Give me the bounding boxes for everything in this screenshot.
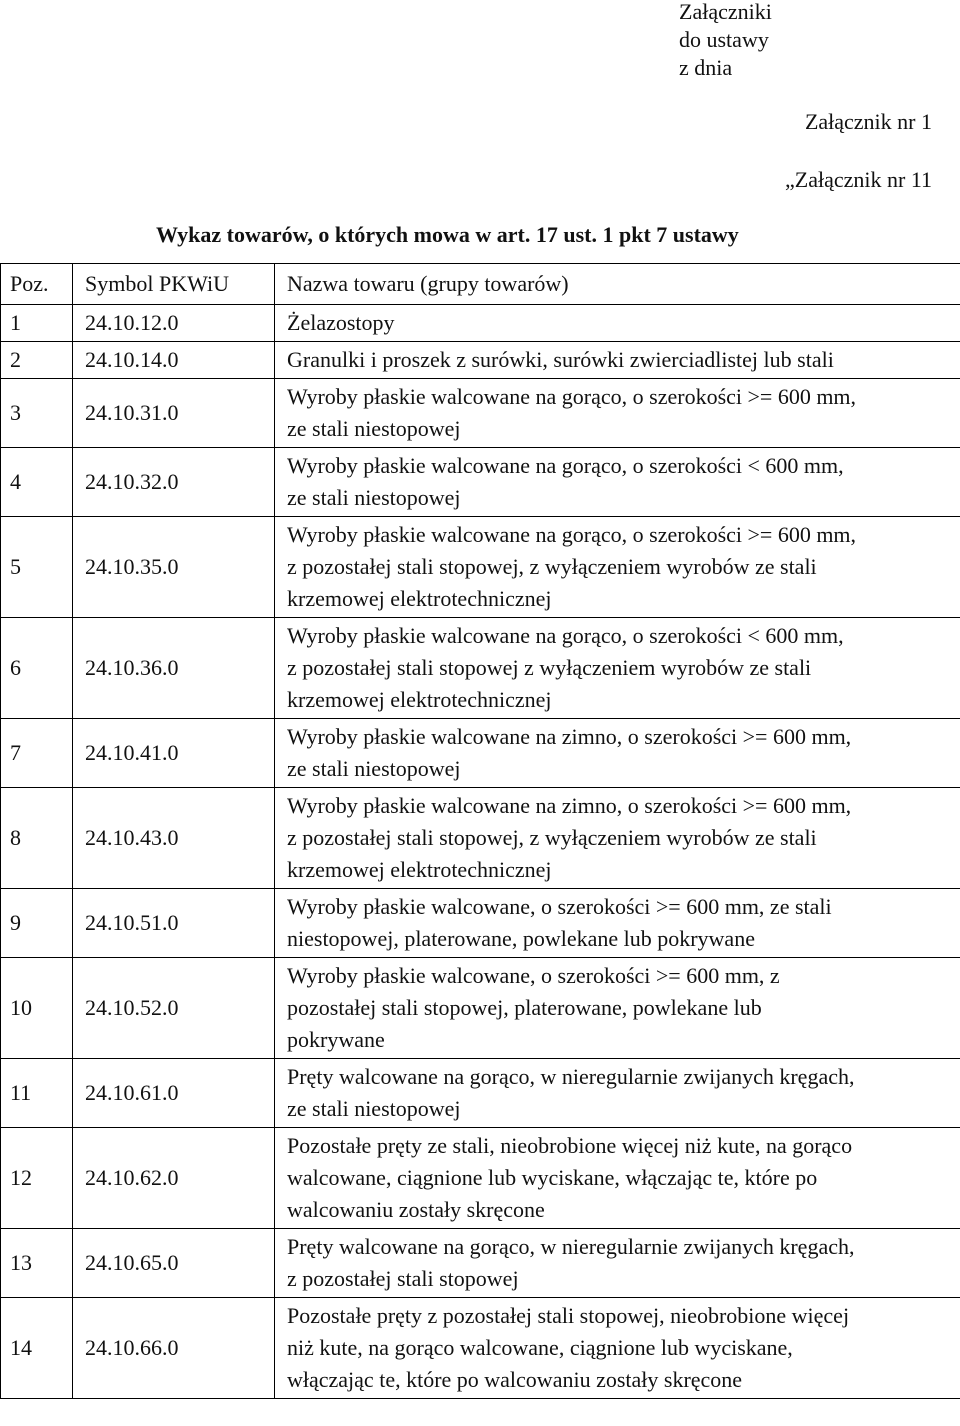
row-position: 11 [1, 1059, 73, 1128]
table-row [1, 1229, 960, 1298]
annex-line: do ustawy [679, 27, 769, 52]
goods-name-line: Pozostałe pręty z pozostałej stali stopowej, nieobrobione więcej [287, 1303, 850, 1328]
row-goods-name [275, 889, 960, 958]
row-pkwiu-symbol: 24.10.61.0 [73, 1059, 275, 1128]
row-position: 13 [1, 1229, 73, 1298]
row-position: 9 [1, 889, 73, 958]
table-header-row [1, 264, 960, 305]
goods-name-line: Wyroby płaskie walcowane na gorąco, o szerokości >= 600 mm, [287, 522, 857, 547]
row-position: 2 [1, 342, 73, 379]
row-pkwiu-symbol: 24.10.65.0 [73, 1229, 275, 1298]
row-position: 3 [1, 379, 73, 448]
table-row [1, 342, 960, 379]
goods-name-line: Wyroby płaskie walcowane na zimno, o szerokości >= 600 mm, [287, 793, 852, 818]
table-row [1, 1298, 960, 1399]
goods-name-line: ze stali niestopowej [287, 756, 461, 781]
table-row [1, 719, 960, 788]
goods-name-line: niż kute, na gorąco walcowane, ciągnione lub wyciskane, [287, 1335, 793, 1360]
row-goods-name [275, 1298, 960, 1399]
row-goods-name [275, 305, 960, 342]
goods-name-line: Pręty walcowane na gorąco, w nieregularnie zwijanych kręgach, [287, 1234, 855, 1259]
column-header-name: Nazwa towaru (grupy towarów) [275, 264, 960, 305]
row-pkwiu-symbol: 24.10.14.0 [73, 342, 275, 379]
goods-name-line: z pozostałej stali stopowej [287, 1266, 519, 1291]
row-pkwiu-symbol: 24.10.43.0 [73, 788, 275, 889]
goods-name-line: Pręty walcowane na gorąco, w nieregularnie zwijanych kręgach, [287, 1064, 855, 1089]
row-goods-name [275, 342, 960, 379]
row-pkwiu-symbol: 24.10.41.0 [73, 719, 275, 788]
goods-name-line: z pozostałej stali stopowej, z wyłączeniem wyrobów ze stali [287, 554, 817, 579]
row-position: 7 [1, 719, 73, 788]
row-pkwiu-symbol: 24.10.12.0 [73, 305, 275, 342]
column-header-symbol: Symbol PKWiU [73, 264, 275, 305]
goods-name-line: Żelazostopy [287, 310, 395, 335]
row-goods-name [275, 379, 960, 448]
table-row [1, 517, 960, 618]
goods-name-line: krzemowej elektrotechnicznej [287, 687, 552, 712]
row-position: 4 [1, 448, 73, 517]
annex-line: z dnia [679, 55, 733, 80]
row-position: 5 [1, 517, 73, 618]
goods-name-line: niestopowej, platerowane, powlekane lub pokrywane [287, 926, 755, 951]
goods-name-line: ze stali niestopowej [287, 1096, 461, 1121]
goods-name-line: Wyroby płaskie walcowane, o szerokości >= 600 mm, ze stali [287, 894, 832, 919]
row-pkwiu-symbol: 24.10.52.0 [73, 958, 275, 1059]
row-goods-name [275, 1059, 960, 1128]
goods-table [0, 263, 960, 1399]
goods-name-line: ze stali niestopowej [287, 416, 461, 441]
goods-name-line: walcowaniu zostały skręcone [287, 1197, 545, 1222]
row-goods-name [275, 788, 960, 889]
annex-header [679, 0, 772, 82]
row-position: 10 [1, 958, 73, 1059]
goods-name-line: Granulki i proszek z surówki, surówki zwierciadlistej lub stali [287, 347, 834, 372]
document-title: Wykaz towarów, o których mowa w art. 17 ust. 1 pkt 7 ustawy [156, 222, 739, 247]
goods-name-line: krzemowej elektrotechnicznej [287, 586, 552, 611]
annex-line: Załączniki [679, 0, 772, 24]
row-goods-name [275, 448, 960, 517]
row-pkwiu-symbol: 24.10.36.0 [73, 618, 275, 719]
row-pkwiu-symbol: 24.10.66.0 [73, 1298, 275, 1399]
table-row [1, 788, 960, 889]
goods-name-line: z pozostałej stali stopowej, z wyłączeniem wyrobów ze stali [287, 825, 817, 850]
row-position: 14 [1, 1298, 73, 1399]
row-position: 12 [1, 1128, 73, 1229]
goods-name-line: pokrywane [287, 1027, 385, 1052]
goods-name-line: Wyroby płaskie walcowane na gorąco, o szerokości < 600 mm, [287, 453, 844, 478]
row-goods-name [275, 1229, 960, 1298]
annex-number-1: Załącznik nr 1 [804, 109, 932, 134]
goods-name-line: z pozostałej stali stopowej z wyłączeniem wyrobów ze stali [287, 655, 812, 680]
row-goods-name [275, 958, 960, 1059]
table-row [1, 618, 960, 719]
goods-name-line: krzemowej elektrotechnicznej [287, 857, 552, 882]
row-pkwiu-symbol: 24.10.31.0 [73, 379, 275, 448]
row-position: 8 [1, 788, 73, 889]
goods-name-line: pozostałej stali stopowej, platerowane, powlekane lub [287, 995, 762, 1020]
table-row [1, 1128, 960, 1229]
goods-name-line: Wyroby płaskie walcowane na zimno, o szerokości >= 600 mm, [287, 724, 852, 749]
row-pkwiu-symbol: 24.10.62.0 [73, 1128, 275, 1229]
row-goods-name [275, 719, 960, 788]
goods-name-line: Wyroby płaskie walcowane na gorąco, o szerokości < 600 mm, [287, 623, 844, 648]
table-row [1, 379, 960, 448]
row-position: 1 [1, 305, 73, 342]
annex-number-11: „Załącznik nr 11 [785, 167, 932, 192]
column-header-poz: Poz. [1, 264, 73, 305]
row-goods-name [275, 1128, 960, 1229]
row-pkwiu-symbol: 24.10.35.0 [73, 517, 275, 618]
row-position: 6 [1, 618, 73, 719]
table-row [1, 1059, 960, 1128]
row-goods-name [275, 517, 960, 618]
table-row [1, 448, 960, 517]
goods-name-line: Pozostałe pręty ze stali, nieobrobione więcej niż kute, na gorąco [287, 1133, 853, 1158]
row-pkwiu-symbol: 24.10.32.0 [73, 448, 275, 517]
goods-name-line: włączając te, które po walcowaniu zostały skręcone [287, 1367, 743, 1392]
table-body [1, 305, 960, 1399]
row-goods-name [275, 618, 960, 719]
goods-name-line: ze stali niestopowej [287, 485, 461, 510]
table-row [1, 305, 960, 342]
goods-name-line: Wyroby płaskie walcowane, o szerokości >= 600 mm, z [287, 963, 780, 988]
table-row [1, 958, 960, 1059]
goods-name-line: Wyroby płaskie walcowane na gorąco, o szerokości >= 600 mm, [287, 384, 857, 409]
table-row [1, 889, 960, 958]
goods-name-line: walcowane, ciągnione lub wyciskane, włączając te, które po [287, 1165, 818, 1190]
row-pkwiu-symbol: 24.10.51.0 [73, 889, 275, 958]
